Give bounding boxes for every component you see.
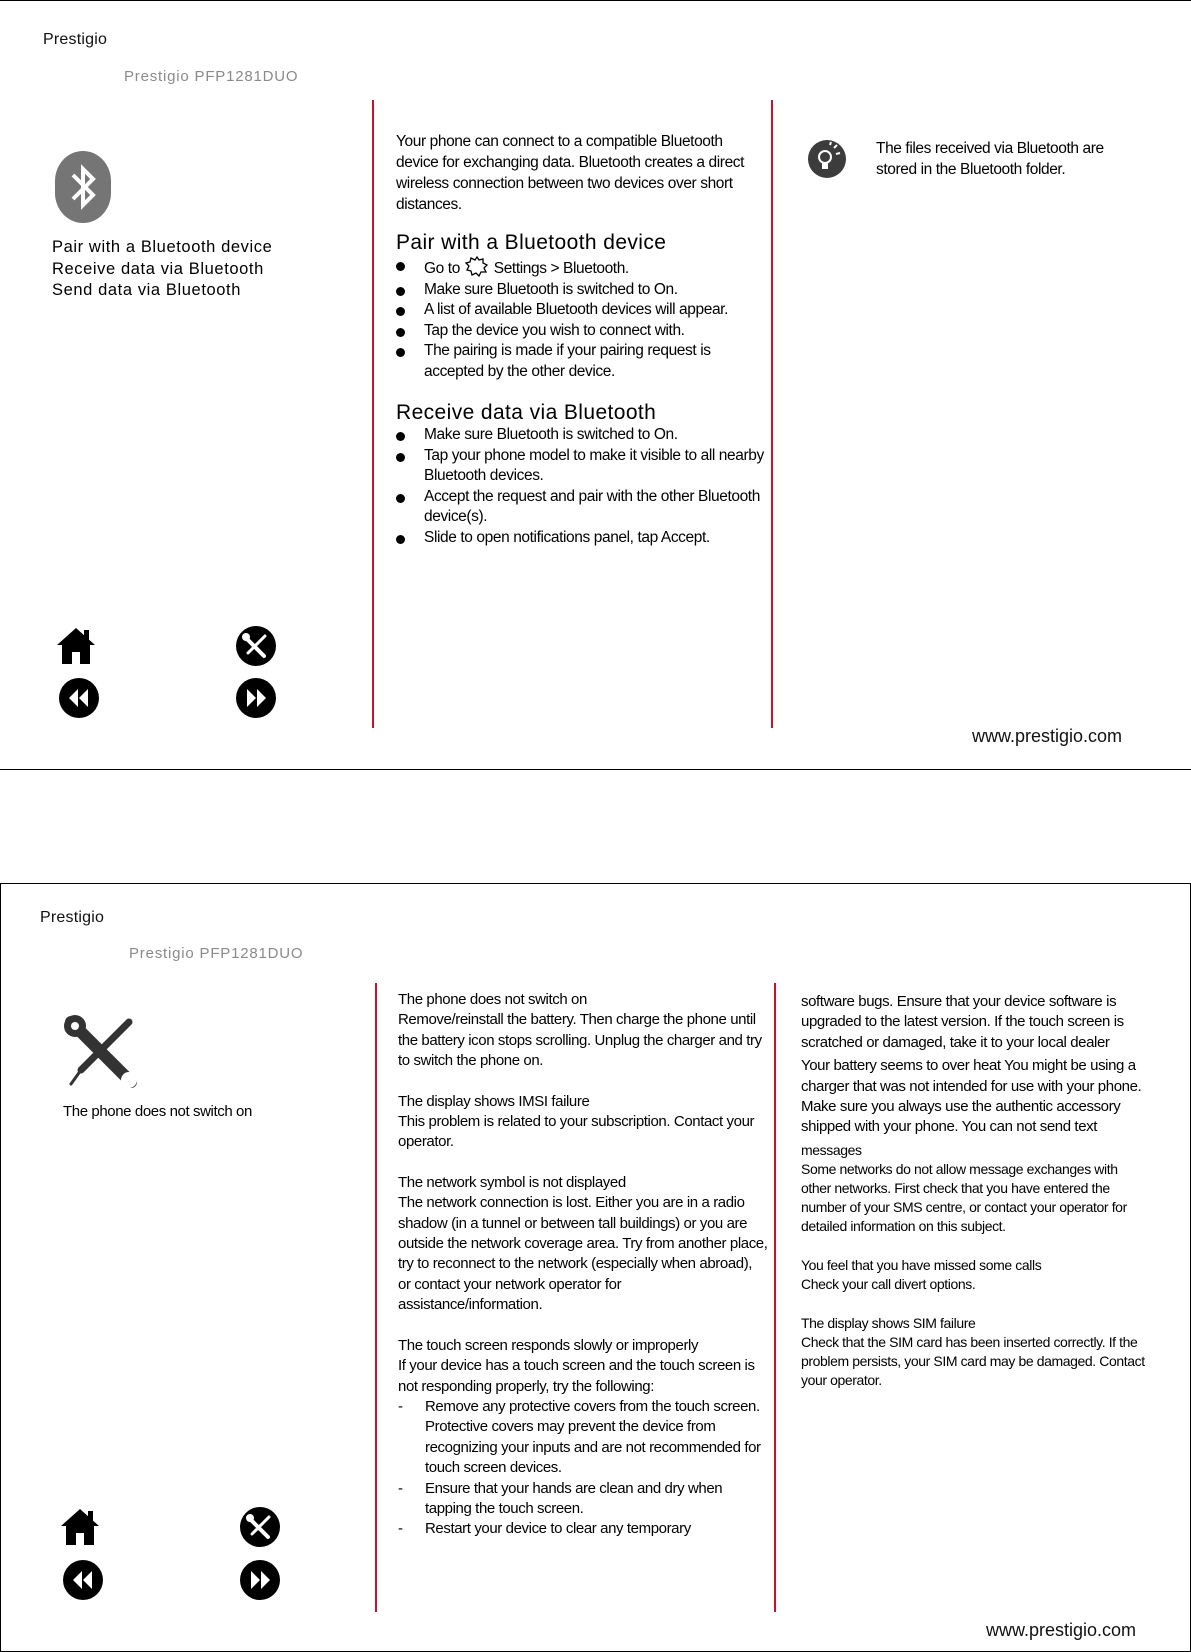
touch-steps xyxy=(398,1397,768,1540)
list-item: Tap the device you wish to connect with. xyxy=(396,321,766,342)
list-item: Accept the request and pair with the other Bluetooth device(s). xyxy=(396,487,766,528)
section-body: Remove/reinstall the battery. Then charge the phone until the battery icon stops scrolling. Unplug the charger and try to switch the phone on. xyxy=(398,1011,762,1070)
receive-steps xyxy=(396,425,766,548)
list-item: The pairing is made if your pairing request is accepted by the other device. xyxy=(396,341,766,382)
next-icon[interactable] xyxy=(239,1559,281,1601)
section-body: If your device has a touch screen and the touch screen is not responding properly, try the following: xyxy=(398,1357,755,1395)
list-item: Tap your phone model to make it visible to all nearby Bluetooth devices. xyxy=(396,446,766,487)
pair-steps xyxy=(396,255,766,382)
brand-logo: Prestigio xyxy=(40,909,105,926)
bluetooth-icon xyxy=(55,151,111,223)
toc-item-receive[interactable]: Receive data via Bluetooth xyxy=(52,259,264,278)
section-body: Check that the SIM card has been inserted correctly. If the problem persists, your SIM card may be damaged. Contact your operator. xyxy=(801,1333,1145,1388)
column-divider xyxy=(372,100,374,728)
section xyxy=(801,1256,1146,1294)
section-body: Some networks do not allow message exchanges with other networks. First check that you have entered the number of your SMS centre, or contact your operator for detailed information on this subject. xyxy=(801,1160,1127,1234)
list-item: - Restart your device to clear any temporary xyxy=(398,1519,768,1539)
section xyxy=(398,1092,768,1153)
section-title: The network symbol is not displayed xyxy=(398,1173,626,1191)
intro-paragraph: Your phone can connect to a compatible Bluetooth device for exchanging data. Bluetooth creates a direct wireless connection between two devices over short distances. xyxy=(396,133,745,213)
column-divider xyxy=(771,100,773,728)
goto-suffix: Settings > Bluetooth. xyxy=(493,260,629,277)
lightbulb-icon xyxy=(808,140,846,178)
home-icon[interactable] xyxy=(59,1506,101,1548)
section-title: You feel that you have missed some calls xyxy=(801,1256,1042,1273)
section-body: This problem is related to your subscription. Contact your operator. xyxy=(398,1113,755,1151)
section-body: Check your call divert options. xyxy=(801,1275,976,1292)
list-item: Make sure Bluetooth is switched to On. xyxy=(396,280,766,301)
section-title: The phone does not switch on xyxy=(398,991,587,1008)
list-item xyxy=(396,255,766,280)
website-link[interactable]: www.prestigio.com xyxy=(972,726,1123,746)
model-name: Prestigio PFP1281DUO xyxy=(129,945,304,962)
list-item: A list of available Bluetooth devices will appear. xyxy=(396,300,766,321)
section xyxy=(801,1314,1146,1390)
section-body: The network connection is lost. Either you are in a radio shadow (in a tunnel or between tall buildings) or you are outside the network coverage area. Try from another place, try to reconnect to the network (especially when abroad), or contact your network operator for assistance/information. xyxy=(398,1194,768,1314)
section-title: The display shows SIM failure xyxy=(801,1314,976,1331)
list-item: Make sure Bluetooth is switched to On. xyxy=(396,425,766,446)
receive-heading: Receive data via Bluetooth xyxy=(396,401,657,424)
section-title: messages xyxy=(801,1141,862,1158)
bluetooth-folder-note: The files received via Bluetooth are stored in the Bluetooth folder. xyxy=(876,140,1104,178)
battery-text: Your battery seems to over heat You might be using a charger that was not intended for use with your phone. Make sure you always use the authentic accessory shipped with your phone. You can not send text xyxy=(801,1057,1142,1136)
toc-item-send[interactable]: Send data via Bluetooth xyxy=(52,281,242,299)
list-item: - Ensure that your hands are clean and dry when tapping the touch screen. xyxy=(398,1479,768,1520)
home-icon[interactable] xyxy=(55,625,97,667)
troubleshooting-column-1 xyxy=(398,990,768,1540)
pair-heading: Pair with a Bluetooth device xyxy=(396,231,667,254)
continuation-text: software bugs. Ensure that your device software is upgraded to the latest version. If the touch screen is scratched or damaged, take it to your local dealer xyxy=(801,993,1124,1051)
section xyxy=(398,990,768,1072)
table-of-contents xyxy=(52,237,352,302)
goto-prefix: Go to xyxy=(424,260,460,277)
next-icon[interactable] xyxy=(235,677,277,719)
tools-icon[interactable] xyxy=(235,625,277,667)
section xyxy=(801,1141,1146,1236)
column-divider xyxy=(375,983,377,1612)
previous-icon[interactable] xyxy=(58,677,100,719)
website-link[interactable]: www.prestigio.com xyxy=(986,1620,1137,1640)
section-title: The touch screen responds slowly or improperly xyxy=(398,1336,699,1354)
wrench-screwdriver-icon xyxy=(63,1014,139,1090)
bluetooth-content xyxy=(396,131,766,548)
toc-item-switch-on[interactable]: The phone does not switch on xyxy=(63,1103,252,1120)
list-item: - Remove any protective covers from the touch screen. Protective covers may prevent the device from recognizing your inputs and are not recommended for touch screen devices. xyxy=(398,1397,768,1479)
section-title: The display shows IMSI failure xyxy=(398,1092,590,1110)
gear-icon xyxy=(464,255,490,275)
list-item: Slide to open notifications panel, tap Accept. xyxy=(396,528,766,549)
tools-icon[interactable] xyxy=(239,1506,281,1548)
model-name: Prestigio PFP1281DUO xyxy=(124,68,299,85)
column-divider xyxy=(774,983,776,1612)
section xyxy=(398,1336,768,1397)
toc-item-pair[interactable]: Pair with a Bluetooth device xyxy=(52,238,273,256)
brand-logo: Prestigio xyxy=(43,31,108,48)
troubleshooting-column-2 xyxy=(801,992,1146,1390)
previous-icon[interactable] xyxy=(62,1559,104,1601)
section xyxy=(398,1173,768,1316)
